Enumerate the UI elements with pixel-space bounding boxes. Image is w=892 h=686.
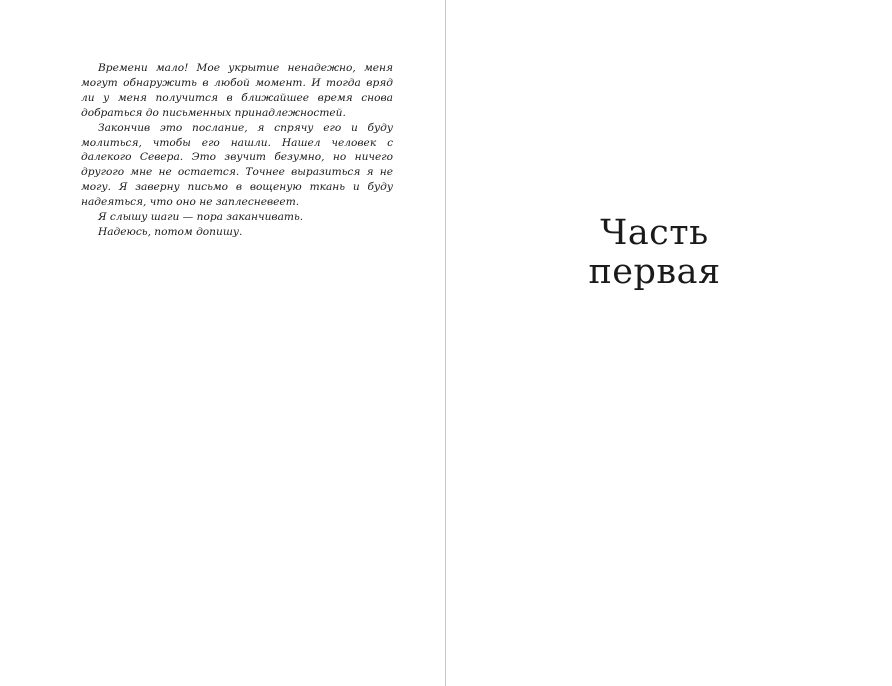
part-title-line-2: первая [588,252,721,292]
letter-paragraph-3: Я слышу шаги — пора заканчивать. [98,211,304,224]
letter-text [81,61,393,240]
part-title [447,214,862,292]
page-divider [445,0,446,686]
part-title-line-1: Часть [600,213,709,253]
letter-paragraph-4: Надеюсь, потом допишу. [98,225,243,238]
letter-paragraph-2: Закончив это послание, я спрячу его и буду молиться, чтобы его нашли. Нашел человек с далекого Севера. Это звучит безумно, но ничего другого мне не остается. Точнее выразиться я не могу. Я заверну письмо в вощеную ткань и буду надеяться, что оно не заплесневеет. [81,121,393,209]
right-page [447,0,892,686]
letter-paragraph-1: Времени мало! Мое укрытие ненадежно, меня могут обнаружить в любой момент. И тогда вряд ли у меня получится в ближайшее время снова добраться до письменных принадлежностей. [81,62,393,119]
